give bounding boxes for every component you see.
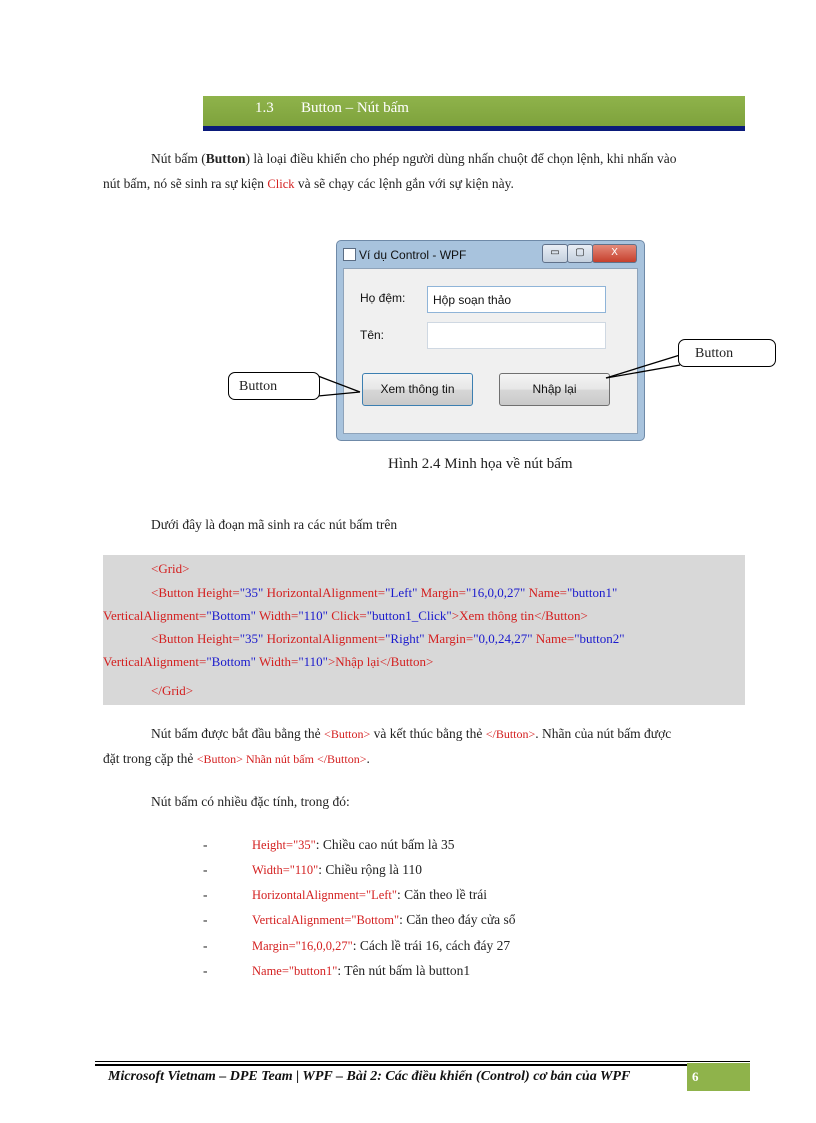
footer-rule-thick bbox=[95, 1064, 750, 1066]
figure-caption: Hình 2.4 Minh họa về nút bấm bbox=[388, 456, 573, 472]
bullet-item-name: Name="button1": Tên nút bấm là button1 bbox=[252, 963, 471, 978]
bullet-item-vertical-alignment: VerticalAlignment="Bottom": Căn theo đáy cửa sổ bbox=[252, 912, 516, 927]
callout-left-pointer-2 bbox=[318, 392, 360, 396]
bullet-item-margin: Margin="16,0,0,27": Cách lề trái 16, cách đáy 27 bbox=[252, 938, 511, 953]
intro-line-2: nút bấm, nó sẽ sinh ra sự kiện Click và sẽ chạy các lệnh gắn với sự kiện này. bbox=[103, 176, 514, 191]
code-intro: Dưới đây là đoạn mã sinh ra các nút bấm trên bbox=[151, 517, 398, 532]
code-button2-line1: <Button Height="35" HorizontalAlignment="Right" Margin="0,0,24,27" Name="button2" bbox=[151, 631, 625, 646]
code-block bbox=[103, 555, 745, 705]
props-intro: Nút bấm có nhiều đặc tính, trong đó: bbox=[151, 794, 350, 809]
bullet-dash: - bbox=[203, 912, 208, 927]
window-title: Ví dụ Control - WPF bbox=[359, 248, 467, 262]
explain-line-1: Nút bấm được bắt đầu bằng thẻ <Button> và kết thúc bằng thẻ </Button>. Nhãn của nút bấm được bbox=[151, 726, 672, 741]
callout-left: Button bbox=[228, 372, 320, 400]
code-grid-close: </Grid> bbox=[151, 683, 194, 698]
footer-text: Microsoft Vietnam – DPE Team | WPF – Bài 2: Các điều khiển (Control) cơ bản của WPF bbox=[108, 1069, 631, 1084]
button-term: Button bbox=[205, 151, 246, 166]
explain-line-2: đặt trong cặp thẻ <Button> Nhãn nút bấm </Button>. bbox=[103, 751, 370, 766]
section-number: 1.3 bbox=[255, 100, 274, 116]
bullet-dash: - bbox=[203, 963, 208, 978]
maximize-icon[interactable]: ▢ bbox=[567, 244, 593, 263]
callout-left-pointer bbox=[318, 376, 360, 392]
bullet-dash: - bbox=[203, 837, 208, 852]
section-title: Button – Nút bấm bbox=[301, 100, 409, 116]
callout-right: Button bbox=[678, 339, 776, 367]
bullet-item-width: Width="110": Chiều rộng là 110 bbox=[252, 862, 423, 877]
code-button1-line2: VerticalAlignment="Bottom" Width="110" Click="button1_Click">Xem thông tin</Button> bbox=[103, 608, 588, 623]
intro-line-1: Nút bấm (Button) là loại điều khiển cho phép người dùng nhấn chuột để chọn lệnh, khi nhấn vào bbox=[151, 151, 677, 166]
minimize-icon[interactable]: ▭ bbox=[542, 244, 568, 263]
bullet-item-height: Height="35": Chiều cao nút bấm là 35 bbox=[252, 837, 455, 852]
code-button2-line2: VerticalAlignment="Bottom" Width="110">Nhập lại</Button> bbox=[103, 654, 434, 669]
label-ho-dem: Họ đệm: bbox=[360, 291, 406, 305]
bullet-item-horizontal-alignment: HorizontalAlignment="Left": Căn theo lề trái bbox=[252, 887, 487, 902]
bullet-dash: - bbox=[203, 938, 208, 953]
bullet-dash: - bbox=[203, 887, 208, 902]
button-xem-thong-tin[interactable]: Xem thông tin bbox=[362, 373, 473, 406]
button-nhap-lai[interactable]: Nhập lại bbox=[499, 373, 610, 406]
code-button1-line1: <Button Height="35" HorizontalAlignment="Left" Margin="16,0,0,27" Name="button1" bbox=[151, 585, 618, 600]
close-icon[interactable]: X bbox=[592, 244, 637, 263]
label-ten: Tên: bbox=[360, 328, 385, 342]
footer-rule-thin bbox=[95, 1061, 750, 1062]
textbox-ho-dem[interactable]: Hộp soạn thảo bbox=[427, 286, 606, 313]
click-event-name: Click bbox=[267, 177, 295, 191]
page-number: 6 bbox=[692, 1069, 699, 1084]
bullet-dash: - bbox=[203, 862, 208, 877]
code-grid-open: <Grid> bbox=[151, 561, 190, 576]
